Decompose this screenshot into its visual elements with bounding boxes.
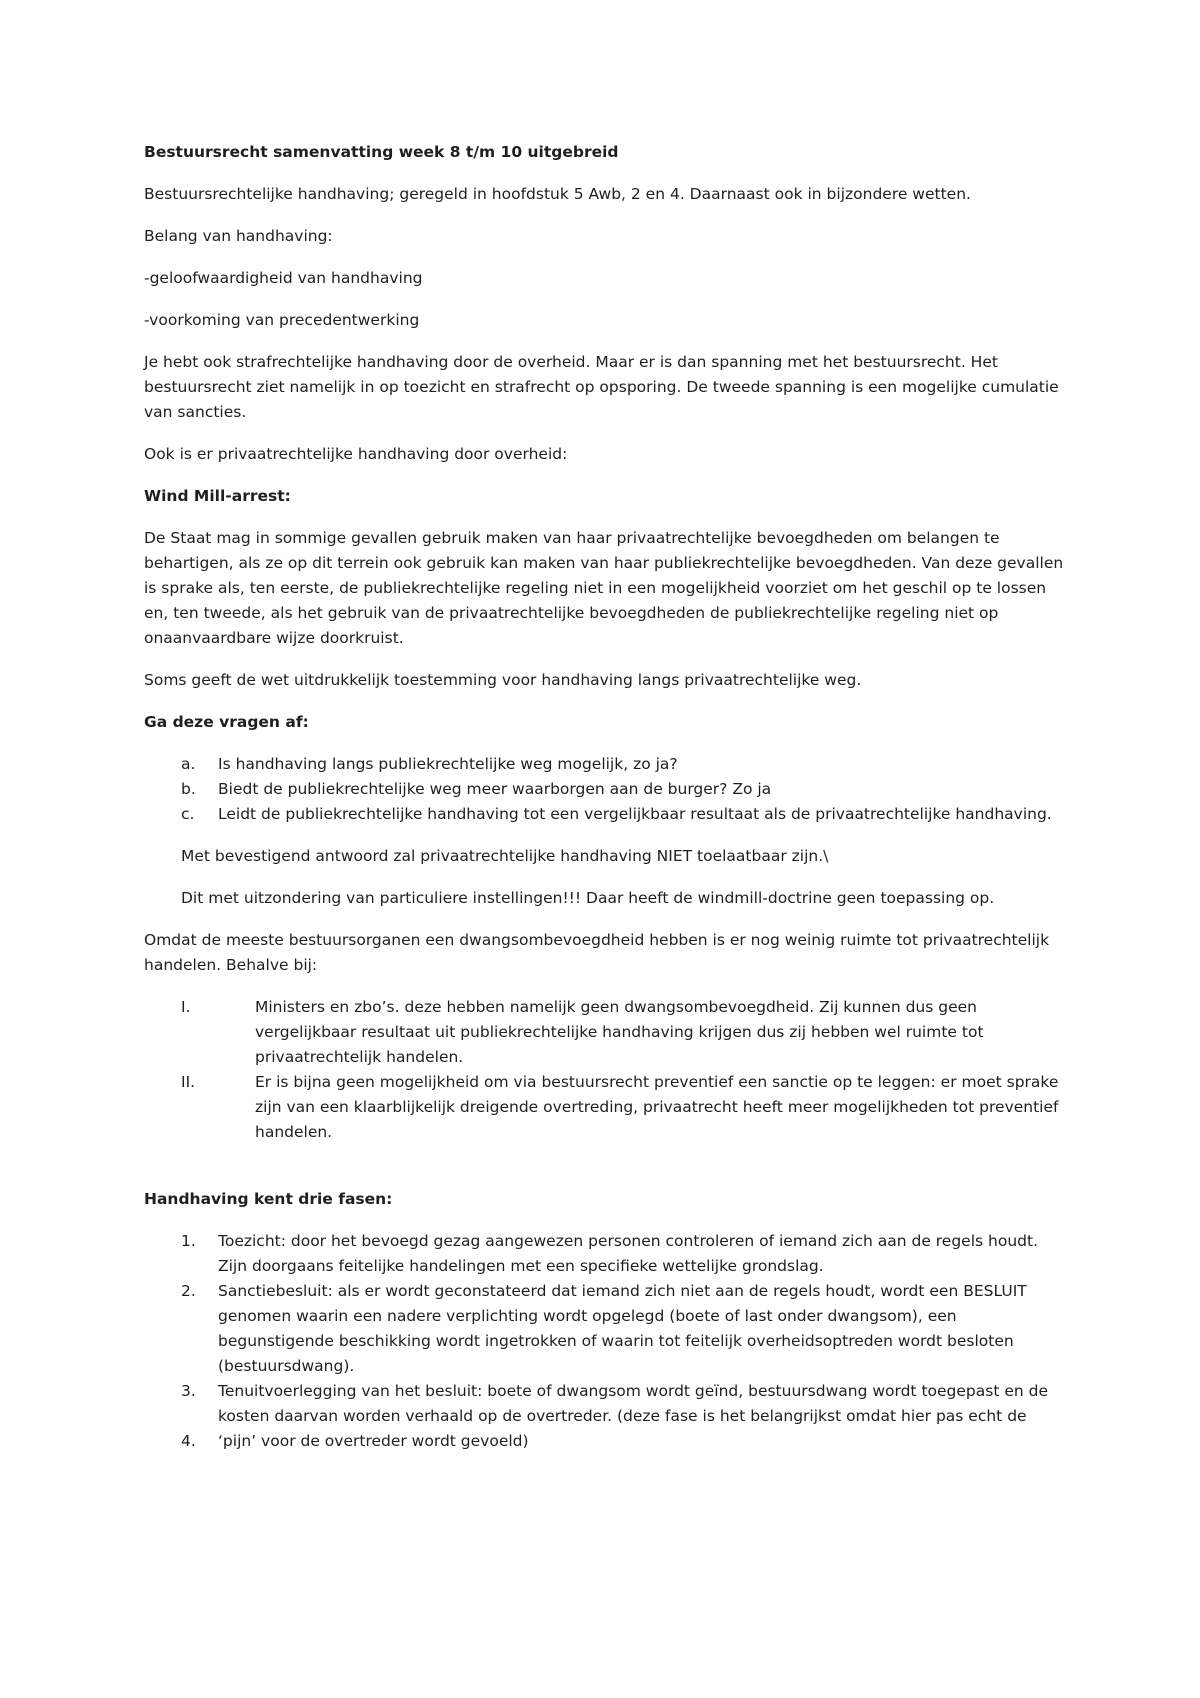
list-item (144, 777, 1064, 802)
questions-list (144, 752, 1064, 827)
paragraph-windmill: De Staat mag in sommige gevallen gebruik maken van haar privaatrechtelijke bevoegdheden om belangen te behartigen, als ze op dit terrein ook gebruik kan maken van haar publiekrechtelijke bevoegdheden. Van deze gevallen is sprake als, ten eerste, de publiekrechtelijke regeling niet in een mogelijkheid voorziet om het geschil op te lossen en, ten tweede, als het gebruik van de privaatrechtelijke bevoegdheden de publiekrechtelijke regeling niet op onaanvaardbare wijze doorkruist. (144, 529, 1064, 647)
list-item-text: Toezicht: door het bevoegd gezag aangewezen personen controleren of iemand zich aan de regels houdt. Zijn doorgaans feitelijke handelingen met een specifieke wettelijke grondslag. (218, 1232, 1039, 1275)
list-item-text: Leidt de publiekrechtelijke handhaving tot een vergelijkbaar resultaat als de privaatrechtelijke handhaving. (218, 805, 1052, 823)
document-page (144, 140, 1064, 1471)
list-item-text: ‘pijn’ voor de overtreder wordt gevoeld) (218, 1432, 529, 1450)
paragraph-bevestigend: Met bevestigend antwoord zal privaatrechtelijke handhaving NIET toelaatbaar zijn.\ (181, 847, 829, 865)
list-marker: 2. (181, 1282, 196, 1300)
list-item (144, 1279, 1064, 1379)
list-item (144, 1379, 1064, 1429)
list-item (144, 752, 1064, 777)
list-item-text: Biedt de publiekrechtelijke weg meer waarborgen aan de burger? Zo ja (218, 780, 772, 798)
list-item (144, 1229, 1064, 1279)
list-item (144, 995, 1064, 1070)
blank-line (144, 1162, 1064, 1187)
heading-windmill: Wind Mill-arrest: (144, 487, 291, 505)
list-item-text: Tenuitvoerlegging van het besluit: boete of dwangsom wordt geïnd, bestuursdwang wordt toegepast en de kosten daarvan worden verhaald op de overtreder. (deze fase is het belangrijkst omdat hier pas echt de (218, 1382, 1048, 1425)
paragraph-privaatrecht: Ook is er privaatrechtelijke handhaving door overheid: (144, 445, 568, 463)
list-item (144, 1070, 1064, 1145)
document-title: Bestuursrecht samenvatting week 8 t/m 10 uitgebreid (144, 143, 619, 161)
paragraph-belang: Belang van handhaving: (144, 227, 333, 245)
heading-questions: Ga deze vragen af: (144, 713, 309, 731)
paragraph-precedentwerking: -voorkoming van precedentwerking (144, 311, 420, 329)
paragraph-dwangsom: Omdat de meeste bestuursorganen een dwangsombevoegdheid hebben is er nog weinig ruimte tot privaatrechtelijk handelen. Behalve bij: (144, 931, 1050, 974)
list-marker: c. (181, 805, 195, 823)
list-marker: a. (181, 755, 196, 773)
list-item (144, 1429, 1064, 1454)
paragraph-strafrecht: Je hebt ook strafrechtelijke handhaving door de overheid. Maar er is dan spanning met het bestuursrecht. Het bestuursrecht ziet namelijk in op toezicht en strafrecht op opsporing. De tweede spanning is een mogelijke cumulatie van sancties. (144, 353, 1059, 421)
paragraph-intro: Bestuursrechtelijke handhaving; geregeld in hoofdstuk 5 Awb, 2 en 4. Daarnaast ook in bijzondere wetten. (144, 185, 971, 203)
list-item-text: Sanctiebesluit: als er wordt geconstateerd dat iemand zich niet aan de regels houdt, wordt een BESLUIT genomen waarin een nadere verplichting wordt opgelegd (boete of last onder dwangsom), een begunstigende beschikking wordt ingetrokken of waarin tot feitelijk overheidsoptreden wordt besloten (bestuursdwang). (218, 1282, 1027, 1375)
paragraph-geloofwaardigheid: -geloofwaardigheid van handhaving (144, 269, 423, 287)
list-item-text: Is handhaving langs publiekrechtelijke weg mogelijk, zo ja? (218, 755, 678, 773)
list-item (144, 802, 1064, 827)
list-marker: b. (181, 780, 196, 798)
list-marker: 1. (181, 1232, 196, 1250)
heading-phases: Handhaving kent drie fasen: (144, 1190, 393, 1208)
list-marker: 3. (181, 1382, 196, 1400)
paragraph-uitzondering: Dit met uitzondering van particuliere instellingen!!! Daar heeft de windmill-doctrine geen toepassing op. (181, 889, 995, 907)
paragraph-toestemming: Soms geeft de wet uitdrukkelijk toestemming voor handhaving langs privaatrechtelijke weg. (144, 671, 862, 689)
exceptions-list (144, 995, 1064, 1145)
phases-list (144, 1229, 1064, 1454)
list-marker: 4. (181, 1432, 196, 1450)
list-item-text: Ministers en zbo’s. deze hebben namelijk geen dwangsombevoegdheid. Zij kunnen dus geen vergelijkbaar resultaat uit publiekrechtelijke handhaving krijgen dus zij hebben wel ruimte tot privaatrechtelijk handelen. (255, 998, 984, 1066)
list-marker: II. (181, 1073, 196, 1091)
list-item-text: Er is bijna geen mogelijkheid om via bestuursrecht preventief een sanctie op te leggen: er moet sprake zijn van een klaarblijkelijk dreigende overtreding, privaatrecht heeft meer mogelijkheden tot preventief handelen. (255, 1073, 1059, 1141)
list-marker: I. (181, 998, 191, 1016)
